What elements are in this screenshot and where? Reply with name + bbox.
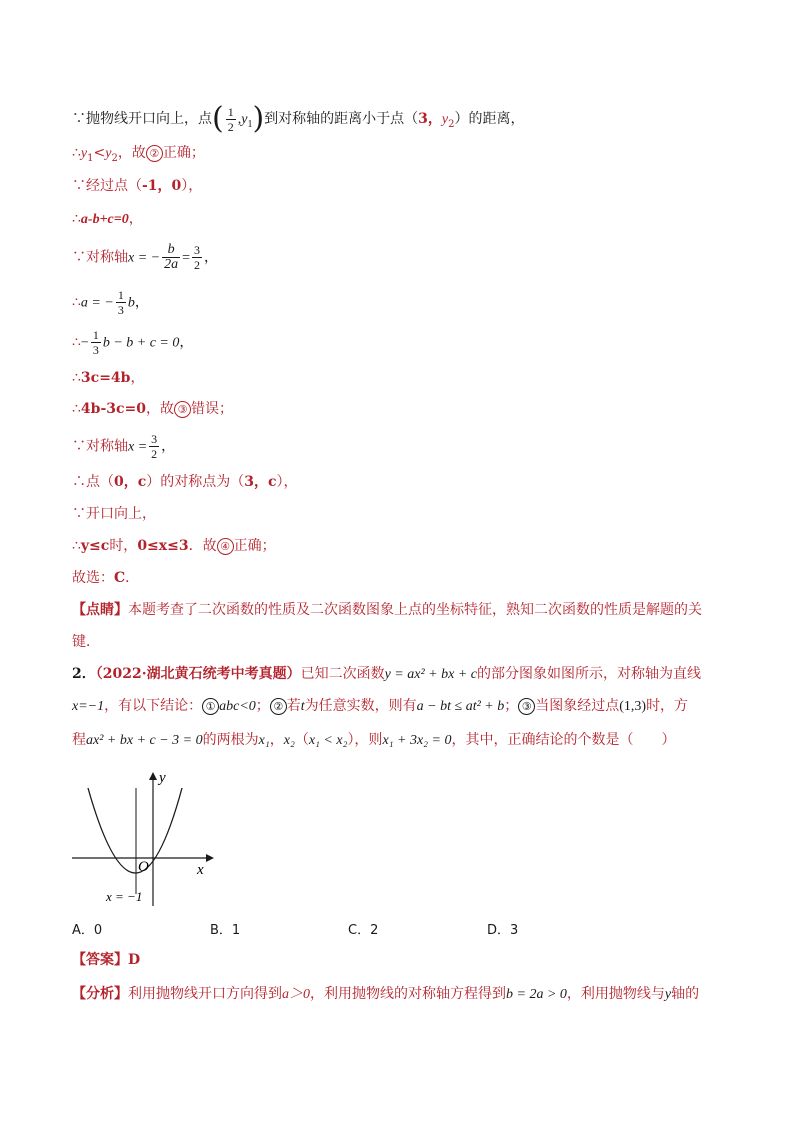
text: 已知二次函数	[300, 666, 385, 682]
text: ，利用抛物线与	[566, 986, 665, 1002]
text: ，	[179, 334, 194, 351]
solution-line-1: ∵抛物线开口向上，点( $\frac{1}{2}$ $,y_1$)到对称轴的距离小于点（3，$y_2$）的距离，	[72, 101, 525, 136]
therefore: ∴	[72, 538, 81, 554]
solution-line-9	[72, 399, 233, 419]
text: ，	[128, 211, 143, 227]
text: ；	[255, 698, 270, 714]
equation: x=−1	[72, 699, 105, 714]
text: ，	[161, 438, 176, 455]
coord: 0，c	[114, 474, 147, 490]
inequality: a＞0	[282, 987, 310, 1002]
fraction: $\frac{b}{2a}$	[164, 242, 179, 272]
coord: 3，c	[244, 474, 277, 490]
origin-label: O	[138, 859, 149, 875]
equation: 3c=4b	[80, 370, 131, 386]
solution-line-10	[72, 432, 175, 461]
equation: y = ax² + bx + c	[384, 667, 477, 682]
text: （	[294, 732, 309, 748]
therefore: ∴	[72, 334, 81, 351]
text: 程	[72, 732, 86, 748]
text: 正确；	[233, 538, 276, 554]
coord: 3，	[418, 111, 442, 127]
text: ，故	[117, 145, 146, 161]
option-c[interactable]: C．2	[348, 923, 379, 938]
inequality: x₁ < x₂	[308, 733, 348, 748]
text: ∵对称轴	[72, 249, 128, 266]
text: ）的对称点为（	[146, 474, 245, 490]
solution-line-7	[72, 328, 193, 357]
text: 的部分图象如图所示，对称轴为直线	[477, 666, 701, 682]
solution-line-6	[72, 288, 149, 317]
text: 错误；	[191, 401, 233, 417]
coord: -1，0	[142, 178, 182, 194]
question-number: 2．	[72, 666, 96, 682]
question-line-2	[72, 696, 688, 717]
text: 为任意实数，则有	[304, 698, 417, 714]
solution-line-8	[72, 368, 144, 388]
tip-line-1	[72, 600, 702, 620]
therefore: ∴	[72, 370, 81, 386]
equation: ax² + bx + c − 3 = 0	[86, 733, 203, 748]
fraction-one-half: $\frac{1}{2}$	[227, 104, 234, 134]
minus: −	[80, 335, 89, 351]
parabola-curve	[88, 788, 182, 873]
inequality: y≤c	[80, 538, 110, 554]
x-axis-label: x	[197, 862, 204, 878]
point: (1,3)	[619, 699, 647, 714]
therefore: ∴	[72, 401, 81, 417]
equation: b = 2a > 0	[506, 987, 567, 1002]
text: 本题考查了二次函数的性质及二次函数图象上点的坐标特征，熟知二次函数的性质是解题的关	[128, 602, 702, 618]
y-axis-label: y	[159, 770, 166, 786]
inequality: abc<0	[219, 699, 256, 714]
choice: C	[114, 570, 126, 586]
circled-1: ①	[202, 698, 219, 715]
text: ，其中，正确结论的个数是（ ）	[451, 732, 676, 748]
text: ），则	[347, 732, 383, 748]
solution-line-12	[72, 504, 156, 524]
text: ；	[504, 698, 519, 714]
text: ．	[125, 570, 140, 586]
circled-4: ④	[217, 538, 234, 555]
parabola-graph	[70, 768, 215, 908]
text: ．故	[188, 538, 217, 554]
text: ∵经过点（	[72, 178, 142, 194]
sub: 1	[87, 152, 94, 164]
text: ）的距离，	[454, 111, 525, 127]
equation: b − b + c = 0	[102, 335, 180, 351]
solution-line-2	[72, 143, 205, 169]
circled-2: ②	[146, 145, 163, 162]
var: b	[127, 295, 135, 311]
sub: 2	[448, 118, 455, 130]
option-a[interactable]: A．0	[72, 923, 103, 938]
x-axis-arrow	[206, 854, 214, 862]
solution-line-11	[72, 472, 298, 492]
equation: x = −	[128, 250, 161, 266]
fraction: $\frac{1}{3}$	[117, 288, 124, 317]
text: 的两根为	[202, 732, 259, 748]
solution-line-5	[72, 243, 218, 272]
text: ∵抛物线开口向上，点	[72, 111, 212, 127]
text: 故选：	[72, 570, 114, 586]
analysis-tag: 【分析】	[72, 986, 128, 1002]
text: 轴的	[671, 986, 700, 1002]
y-axis-arrow	[149, 772, 157, 780]
solution-line-13	[72, 536, 276, 556]
text: ），	[181, 178, 203, 194]
text: 时，	[109, 538, 138, 554]
var: x₂	[283, 733, 295, 748]
var: x₁	[258, 733, 270, 748]
text: ，	[134, 294, 149, 311]
text: 利用抛物线开口方向得到	[128, 986, 282, 1002]
text: 到对称轴的距离小于点（	[264, 111, 419, 127]
tip-tag: 【点睛】	[72, 602, 128, 618]
lt: <	[93, 145, 106, 161]
left-paren: (	[212, 101, 224, 136]
tip-line-2	[72, 632, 100, 652]
equation: x =	[128, 439, 148, 455]
var: y	[80, 146, 88, 161]
right-paren: )	[252, 101, 265, 136]
equation: 4b-3c=0	[80, 401, 146, 417]
text: 正确；	[162, 145, 205, 161]
fraction: $\frac{3}{2}$	[194, 243, 201, 272]
text: ∵对称轴	[72, 438, 128, 455]
var-y1: y	[241, 112, 248, 127]
equation: a-b+c=0	[80, 212, 129, 227]
question-line-3	[72, 730, 676, 751]
answer-line	[72, 950, 140, 970]
text: ，	[130, 370, 145, 386]
circled-2: ②	[270, 698, 287, 715]
therefore: ∴	[72, 145, 81, 161]
text: ∴点（	[72, 474, 114, 490]
text: ，故	[146, 401, 174, 417]
text: ∵开口向上，	[72, 506, 156, 522]
text: 键．	[72, 634, 100, 650]
text: ，	[204, 249, 219, 266]
text: ，利用抛物线的对称轴方程得到	[310, 986, 506, 1002]
circled-3: ③	[174, 401, 191, 418]
text: ，有以下结论：	[104, 698, 203, 714]
var: y	[105, 146, 112, 161]
eq: =	[182, 250, 191, 266]
var: y	[664, 987, 672, 1002]
inequality: 0≤x≤3	[137, 538, 189, 554]
fraction: $\frac{3}{2}$	[151, 432, 158, 461]
text: ，	[269, 732, 284, 748]
solution-line-4	[72, 209, 143, 230]
question-line-1	[72, 664, 701, 685]
var-y2: y	[441, 112, 449, 127]
text: ），	[276, 474, 298, 490]
sub: 1	[247, 118, 253, 130]
circled-3: ③	[518, 698, 535, 715]
var: t	[300, 699, 305, 714]
option-b[interactable]: B．1	[210, 923, 241, 938]
inequality: a − bt ≤ at² + b	[416, 699, 505, 714]
option-d[interactable]: D．3	[487, 923, 519, 938]
analysis-line	[72, 984, 699, 1005]
equation: a = −	[80, 295, 114, 311]
answer-value: D	[128, 952, 141, 968]
sub: 2	[111, 152, 118, 164]
equation: x₁ + 3x₂ = 0	[382, 733, 452, 748]
axis-of-symmetry-label: x = −1	[106, 889, 143, 904]
therefore: ∴	[72, 211, 81, 227]
solution-line-14	[72, 568, 139, 588]
fraction: $\frac{1}{3}$	[92, 328, 99, 357]
text: 时，方	[646, 698, 689, 714]
text: 若	[286, 698, 301, 714]
solution-line-3	[72, 176, 202, 196]
therefore: ∴	[72, 294, 81, 311]
answer-tag: 【答案】	[72, 952, 128, 968]
question-source: （2022·湖北黄石统考中考真题）	[95, 666, 301, 682]
text: 当图象经过点	[535, 698, 620, 714]
